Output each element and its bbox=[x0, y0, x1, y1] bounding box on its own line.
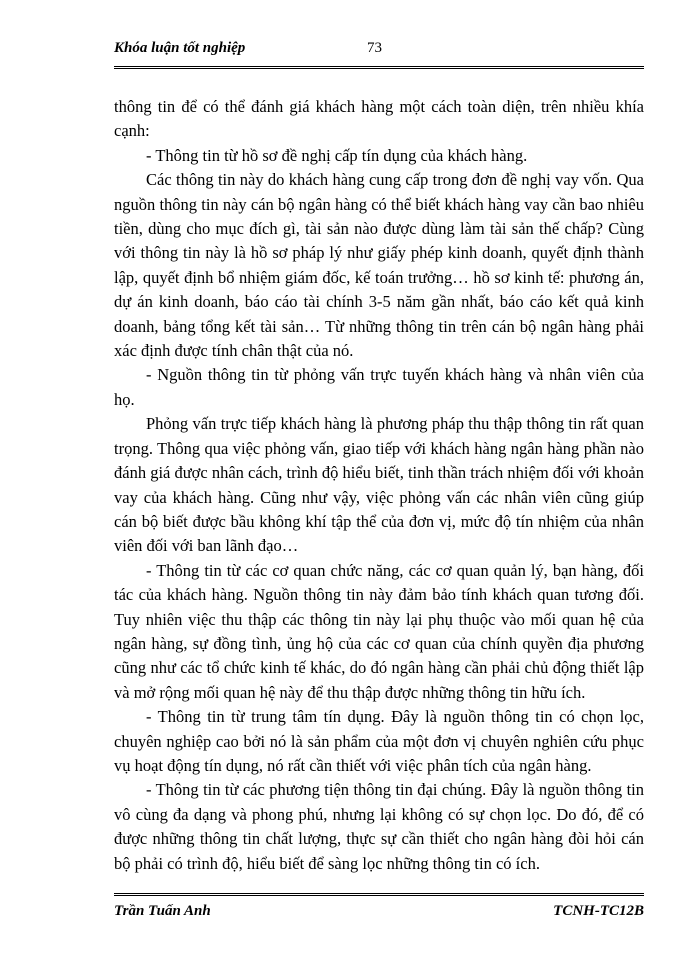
paragraph-source-credit-application: - Thông tin từ hồ sơ đề nghị cấp tín dụng của khách hàng. bbox=[146, 145, 528, 165]
header-title: Khóa luận tốt nghiệp bbox=[114, 40, 246, 56]
body-text bbox=[114, 95, 644, 876]
paragraph-source-mass-media: - Thông tin từ các phương tiện thông tin đại chúng. Đây là nguồn thông tin vô cùng đa dạng và phong phú, nhưng lại không có sự chọn lọc. Do đó, để có được những thông tin chất lượng, thực sự cần thiết cho ngân hàng đòi hỏi cán bộ phải có trình độ, hiểu biết để sàng lọc những thông tin có ích. bbox=[114, 780, 644, 873]
paragraph-interview-details: Phỏng vấn trực tiếp khách hàng là phương pháp thu thập thông tin rất quan trọng. Thông qua việc phỏng vấn, giao tiếp với khách hàng ngân hàng phần nào đánh giá được nhân cách, trình độ hiểu biết, tinh thần trách nhiệm đối với khoản vay của khách hàng. Cũng như vậy, việc phỏng vấn các nhân viên cũng giúp cán bộ biết được bầu không khí tập thể của đơn vị, mức độ tín nhiệm của nhân viên đối với ban lãnh đạo… bbox=[114, 414, 644, 556]
footer-class-code: TCNH-TC12B bbox=[553, 903, 644, 919]
page-header bbox=[114, 36, 644, 66]
footer-divider bbox=[114, 893, 644, 896]
paragraph-credit-application-details: Các thông tin này do khách hàng cung cấp trong đơn đề nghị vay vốn. Qua nguồn thông tin này cán bộ ngân hàng có thể biết khách hàng vay cần bao nhiêu tiền, dùng cho mục đích gì, tài sản nào được dùng làm tài sản thế chấp? Cùng với thông tin này là hồ sơ pháp lý như giấy phép kinh doanh, quyết định thành lập, quyết định bổ nhiệm giám đốc, kế toán trưởng… hồ sơ kinh tế: phương án, dự án kinh doanh, báo cáo tài chính 3-5 năm gần nhất, báo cáo kết quả kinh doanh, bảng tổng kết tài sản… Từ những thông tin trên cán bộ ngân hàng phải xác định được tính chân thật của nó. bbox=[114, 170, 644, 361]
header-divider bbox=[114, 66, 644, 69]
footer-author: Trần Tuấn Anh bbox=[114, 903, 211, 919]
paragraph-source-interview: - Nguồn thông tin từ phỏng vấn trực tuyến khách hàng và nhân viên của họ. bbox=[114, 365, 644, 409]
paragraph-source-credit-center: - Thông tin từ trung tâm tín dụng. Đây là nguồn thông tin có chọn lọc, chuyên nghiệp cao bởi nó là sản phẩm của một đơn vị chuyên nghiên cứu phục vụ hoạt động tín dụng, nó rất cần thiết với việc phân tích của ngân hàng. bbox=[114, 707, 644, 775]
paragraph-continuation: thông tin để có thể đánh giá khách hàng một cách toàn diện, trên nhiều khía cạnh: bbox=[114, 97, 644, 141]
page-number: 73 bbox=[367, 40, 382, 56]
paragraph-source-authorities: - Thông tin từ các cơ quan chức năng, các cơ quan quản lý, bạn hàng, đối tác của khách hàng. Nguồn thông tin này đảm bảo tính khách quan tương đối. Tuy nhiên việc thu thập các thông tin này lại phụ thuộc vào mối quan hệ của ngân hàng, sự đồng tình, ủng hộ của các cơ quan của chính quyền địa phương cũng như các tổ chức kinh tế khác, do đó ngân hàng cần phải chủ động thiết lập và mở rộng mối quan hệ này để thu thập được những thông tin hữu ích. bbox=[114, 560, 644, 702]
